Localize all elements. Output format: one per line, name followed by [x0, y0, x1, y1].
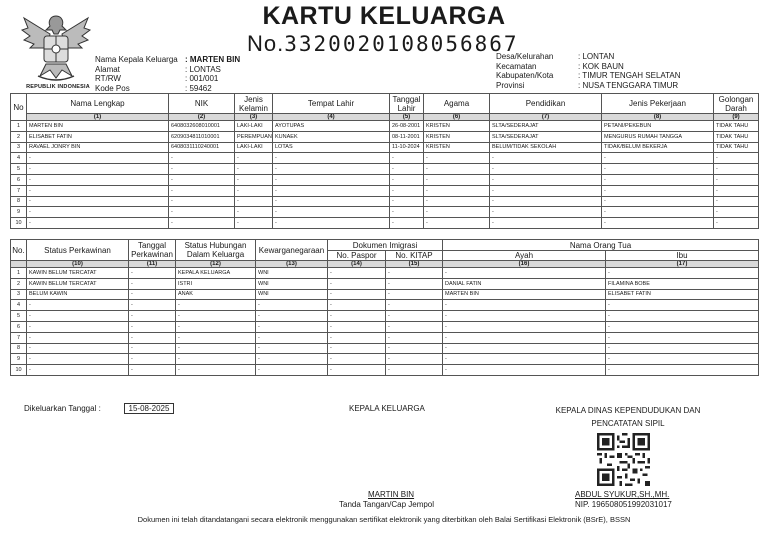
table-cell: - [443, 354, 606, 365]
table-cell: - [606, 311, 759, 322]
table-cell: - [129, 289, 176, 300]
emblem-caption: REPUBLIK INDONESIA [26, 84, 90, 90]
table-cell: TIDAK/BELUM BEKERJA [602, 142, 714, 153]
district-row [496, 62, 681, 72]
table-cell: 5 [11, 164, 27, 175]
column-group-header: Nama Orang Tua [443, 240, 759, 251]
table-cell: - [273, 164, 390, 175]
official-name: ABDUL SYUKUR,SH.,MH. [575, 490, 670, 499]
table-cell: - [235, 218, 273, 229]
table-cell: KEPALA KELUARGA [176, 268, 256, 279]
qr-code-icon [597, 433, 650, 486]
table-cell: - [606, 300, 759, 311]
regency-row [496, 71, 681, 81]
family-identity-right [496, 52, 681, 90]
field-label: Desa/Kelurahan [496, 52, 554, 61]
table-cell: 4 [11, 300, 27, 311]
table-cell: - [169, 164, 235, 175]
table-cell: - [714, 185, 759, 196]
column-number: (10) [27, 261, 129, 268]
department-head-title: KEPALA DINAS KEPENDUDUKAN DAN PENCATATAN SIPIL [555, 406, 701, 428]
table-cell: 11-10-2024 [390, 142, 424, 153]
table-cell: - [27, 207, 169, 218]
table-cell: - [235, 153, 273, 164]
table-cell: - [27, 185, 169, 196]
column-number: (12) [176, 261, 256, 268]
table-cell: - [27, 300, 129, 311]
table-cell: - [328, 311, 386, 322]
column-number: (9) [714, 114, 759, 121]
table-cell: - [443, 332, 606, 343]
table-cell: - [386, 332, 443, 343]
table-cell: - [256, 321, 328, 332]
table-cell: - [390, 164, 424, 175]
column-number: (7) [490, 114, 602, 121]
table-cell: - [169, 153, 235, 164]
table-cell: WNI [256, 289, 328, 300]
field-label: RT/RW [95, 74, 121, 83]
column-header: Agama [424, 94, 490, 114]
table-cell: - [386, 365, 443, 376]
table-cell: - [714, 218, 759, 229]
field-value: : LONTAS [185, 64, 221, 74]
table-cell: - [386, 289, 443, 300]
table-cell: 8 [11, 196, 27, 207]
column-number-row [11, 261, 759, 268]
table-cell: - [169, 174, 235, 185]
table-cell: - [129, 332, 176, 343]
table-cell: - [606, 268, 759, 279]
table-cell: 6 [11, 321, 27, 332]
table-cell: - [714, 196, 759, 207]
issued-date-label: Dikeluarkan Tanggal : [24, 404, 101, 413]
table-cell: TIDAK TAHU [714, 121, 759, 132]
column-header: No. Paspor [328, 251, 386, 261]
address-row [95, 65, 240, 75]
column-header: Status Hubungan Dalam Keluarga [176, 240, 256, 261]
column-number: (13) [256, 261, 328, 268]
table-cell: - [27, 343, 129, 354]
column-number: (3) [235, 114, 273, 121]
table-cell: 10 [11, 365, 27, 376]
table-cell: - [273, 196, 390, 207]
document-number [247, 31, 519, 57]
table-cell: - [602, 174, 714, 185]
table-cell: - [27, 354, 129, 365]
issued-date-value: 15-08-2025 [124, 403, 174, 414]
column-number: (15) [386, 261, 443, 268]
table-cell: - [129, 365, 176, 376]
table-row [11, 300, 759, 311]
table-cell: - [328, 278, 386, 289]
column-number: (16) [443, 261, 606, 268]
table-cell: - [424, 153, 490, 164]
table-cell: - [390, 196, 424, 207]
table-cell: - [390, 153, 424, 164]
table-row [11, 218, 759, 229]
column-number-row [11, 114, 759, 121]
field-label: Kabupaten/Kota [496, 71, 554, 80]
table-cell: AYOTUPAS [273, 121, 390, 132]
table-cell: - [424, 218, 490, 229]
table-cell: - [714, 207, 759, 218]
column-group-header: Dokumen Imigrasi [328, 240, 443, 251]
column-header: NIK [169, 94, 235, 114]
column-number: (6) [424, 114, 490, 121]
table-header-row [11, 240, 759, 251]
table-cell: - [27, 321, 129, 332]
field-value: : MARTEN BIN [185, 55, 241, 64]
column-header: Jenis Kelamin [235, 94, 273, 114]
field-label: Kode Pos [95, 83, 130, 93]
table-cell: - [602, 185, 714, 196]
table-cell: - [129, 321, 176, 332]
table-cell: 26-08-2001 [390, 121, 424, 132]
family-status-table [10, 239, 759, 376]
table-cell: LAKI-LAKI [235, 142, 273, 153]
table-cell: - [27, 196, 169, 207]
column-header: No. [11, 240, 27, 261]
table-cell: - [714, 174, 759, 185]
column-header: Status Perkawinan [27, 240, 129, 261]
table-cell: DANIAL FATIN [443, 278, 606, 289]
table-cell: - [256, 343, 328, 354]
column-header: Ayah [443, 251, 606, 261]
table-cell: WNI [256, 268, 328, 279]
table-row [11, 332, 759, 343]
table-cell: 7 [11, 332, 27, 343]
table-cell: - [443, 311, 606, 322]
column-header: Tanggal Lahir [390, 94, 424, 114]
table-cell: KRISTEN [424, 121, 490, 132]
column-number: (4) [273, 114, 390, 121]
table-cell: - [714, 164, 759, 175]
table-cell: 08-11-2001 [390, 131, 424, 142]
table-cell: - [176, 300, 256, 311]
table-cell: - [273, 218, 390, 229]
table-cell: - [328, 332, 386, 343]
table-cell: - [386, 343, 443, 354]
field-label: Nama Kepala Keluarga [95, 55, 178, 64]
table-cell: BELUM/TIDAK SEKOLAH [490, 142, 602, 153]
head-of-family-name: MARTIN BIN [368, 490, 415, 499]
field-value: : TIMUR TENGAH SELATAN [578, 71, 681, 80]
table-cell: 5 [11, 311, 27, 322]
postal-code-row [95, 84, 240, 94]
table-row [11, 121, 759, 132]
table-cell: - [490, 207, 602, 218]
village-row [496, 52, 681, 62]
table-cell: PEREMPUAN [235, 131, 273, 142]
table-cell: - [176, 321, 256, 332]
field-label: Kecamatan [496, 61, 537, 71]
table-cell: - [386, 268, 443, 279]
signature-caption: Tanda Tangan/Cap Jempol [339, 500, 435, 509]
table-cell: - [443, 321, 606, 332]
table-row [11, 131, 759, 142]
table-cell: MARTEN BIN [27, 121, 169, 132]
table-row [11, 196, 759, 207]
table-row [11, 142, 759, 153]
table-cell: - [235, 185, 273, 196]
column-number: (17) [606, 261, 759, 268]
table-cell: ELISABET FATIN [27, 131, 169, 142]
table-cell: LAKI-LAKI [235, 121, 273, 132]
table-cell: SLTA/SEDERAJAT [490, 121, 602, 132]
table-cell: - [27, 153, 169, 164]
table-cell: - [602, 164, 714, 175]
table-cell: MENGURUS RUMAH TANGGA [602, 131, 714, 142]
table-cell: - [235, 174, 273, 185]
table-cell: - [129, 268, 176, 279]
column-number: (11) [129, 261, 176, 268]
table-cell: - [273, 174, 390, 185]
table-cell: LOTAS [273, 142, 390, 153]
table-cell: - [169, 218, 235, 229]
column-header: Golongan Darah [714, 94, 759, 114]
table-row [11, 174, 759, 185]
table-cell: - [390, 174, 424, 185]
table-cell: 1 [11, 121, 27, 132]
column-header: No [11, 94, 27, 121]
table-cell: 3 [11, 289, 27, 300]
table-header-row [11, 94, 759, 114]
table-cell: - [443, 300, 606, 311]
column-number [11, 261, 27, 268]
table-cell: - [256, 332, 328, 343]
electronic-signature-note: Dokumen ini telah ditandatangani secara elektronik menggunakan sertifikat elektronik yang diterbitkan oleh Balai Sertifikasi Elektronik (BSrE), BSSN [137, 515, 631, 524]
table-cell: - [235, 207, 273, 218]
column-header: Jenis Pekerjaan [602, 94, 714, 114]
table-cell: MARTEN BIN [443, 289, 606, 300]
table-cell: - [424, 196, 490, 207]
table-cell: - [256, 311, 328, 322]
column-header: Kewarganegaraan [256, 240, 328, 261]
table-cell: 7 [11, 185, 27, 196]
table-cell: 8 [11, 343, 27, 354]
rt-rw-row [95, 74, 240, 84]
table-row [11, 268, 759, 279]
field-value: : LONTAN [578, 52, 615, 61]
table-cell: - [273, 153, 390, 164]
table-cell: - [328, 300, 386, 311]
table-cell: - [27, 332, 129, 343]
table-row [11, 321, 759, 332]
head-of-family-row [95, 55, 240, 65]
table-cell: 6209034811010001 [169, 131, 235, 142]
table-cell: - [386, 300, 443, 311]
table-cell: - [602, 218, 714, 229]
table-cell: 2 [11, 131, 27, 142]
table-cell: - [328, 289, 386, 300]
table-cell: RAVAEL JONRY BIN [27, 142, 169, 153]
table-cell: - [390, 207, 424, 218]
table-cell: 6408032608010001 [169, 121, 235, 132]
field-value: : 001/001 [185, 74, 219, 83]
column-number: (2) [169, 114, 235, 121]
table-cell: - [176, 343, 256, 354]
column-header: Tanggal Perkawinan [129, 240, 176, 261]
table-cell: - [606, 321, 759, 332]
table-cell: - [386, 354, 443, 365]
official-nip: NIP. 196508051992031017 [575, 500, 672, 509]
table-cell: - [490, 185, 602, 196]
table-row [11, 365, 759, 376]
column-header: Nama Lengkap [27, 94, 169, 114]
table-cell: BELUM KAWIN [27, 289, 129, 300]
table-row [11, 164, 759, 175]
table-cell: - [328, 354, 386, 365]
table-cell: - [386, 311, 443, 322]
column-header: Tempat Lahir [273, 94, 390, 114]
table-cell: KAWIN BELUM TERCATAT [27, 268, 129, 279]
table-cell: - [424, 164, 490, 175]
column-header: No. KITAP [386, 251, 443, 261]
table-cell: - [606, 332, 759, 343]
table-cell: - [256, 300, 328, 311]
table-cell: - [602, 207, 714, 218]
table-row [11, 311, 759, 322]
table-cell: - [386, 321, 443, 332]
column-number: (8) [602, 114, 714, 121]
province-row [496, 81, 681, 91]
table-cell: - [490, 164, 602, 175]
table-cell: 9 [11, 354, 27, 365]
field-value: : 59462 [185, 83, 212, 93]
table-cell: KRISTEN [424, 131, 490, 142]
table-cell: ELISABET FATIN [606, 289, 759, 300]
table-cell: 10 [11, 218, 27, 229]
table-cell: - [27, 164, 169, 175]
table-cell: - [490, 196, 602, 207]
table-cell: - [606, 354, 759, 365]
table-cell: - [169, 196, 235, 207]
table-cell: - [256, 354, 328, 365]
table-cell: - [27, 218, 169, 229]
table-cell: KUNAEK [273, 131, 390, 142]
table-cell: PETANI/PEKEBUN [602, 121, 714, 132]
table-cell: - [424, 185, 490, 196]
table-row [11, 207, 759, 218]
table-cell: - [169, 207, 235, 218]
table-cell: 6 [11, 174, 27, 185]
table-cell: - [328, 343, 386, 354]
table-cell: - [602, 153, 714, 164]
document-number-value: 3320020108056867 [284, 32, 519, 56]
table-row [11, 289, 759, 300]
table-cell: WNI [256, 278, 328, 289]
table-cell: 9 [11, 207, 27, 218]
document-number-label: No. [247, 31, 285, 56]
field-label: Provinsi [496, 80, 525, 90]
table-cell: - [490, 174, 602, 185]
table-cell: TIDAK TAHU [714, 142, 759, 153]
table-cell: - [129, 354, 176, 365]
table-cell: SLTA/SEDERAJAT [490, 131, 602, 142]
table-row [11, 278, 759, 289]
table-cell: - [235, 196, 273, 207]
table-cell: - [443, 268, 606, 279]
table-cell: - [176, 311, 256, 322]
field-value: : KOK BAUN [578, 61, 624, 71]
column-number: (14) [328, 261, 386, 268]
column-header: Pendidikan [490, 94, 602, 114]
table-row [11, 343, 759, 354]
table-cell: - [176, 365, 256, 376]
table-cell: - [714, 153, 759, 164]
table-cell: KAWIN BELUM TERCATAT [27, 278, 129, 289]
table-row [11, 153, 759, 164]
table-cell: - [443, 365, 606, 376]
field-label: Alamat [95, 64, 120, 74]
table-cell: - [27, 174, 169, 185]
table-cell: 4 [11, 153, 27, 164]
table-cell: - [176, 332, 256, 343]
head-of-family-title: KEPALA KELUARGA [349, 404, 425, 413]
table-cell: - [129, 300, 176, 311]
table-cell: TIDAK TAHU [714, 131, 759, 142]
table-cell: - [235, 164, 273, 175]
column-number: (5) [390, 114, 424, 121]
table-cell: 2 [11, 278, 27, 289]
table-cell: - [129, 343, 176, 354]
document-title: KARTU KELUARGA [262, 2, 506, 30]
table-cell: KRISTEN [424, 142, 490, 153]
table-cell: - [129, 278, 176, 289]
table-cell: - [256, 365, 328, 376]
table-row [11, 354, 759, 365]
table-cell: - [129, 311, 176, 322]
column-header: Ibu [606, 251, 759, 261]
table-cell: - [490, 153, 602, 164]
table-cell: 1 [11, 268, 27, 279]
table-cell: - [443, 343, 606, 354]
table-cell: - [386, 278, 443, 289]
column-number: (1) [27, 114, 169, 121]
table-cell: ANAK [176, 289, 256, 300]
table-cell: FILAMINA BOBE [606, 278, 759, 289]
table-cell: - [606, 343, 759, 354]
table-cell: 3 [11, 142, 27, 153]
table-cell: - [390, 218, 424, 229]
table-cell: ISTRI [176, 278, 256, 289]
table-cell: - [169, 185, 235, 196]
table-cell: - [424, 174, 490, 185]
table-cell: - [27, 365, 129, 376]
table-cell: - [328, 321, 386, 332]
table-cell: - [273, 185, 390, 196]
table-cell: - [273, 207, 390, 218]
table-cell: - [328, 268, 386, 279]
table-cell: - [27, 311, 129, 322]
table-cell: - [602, 196, 714, 207]
table-cell: - [176, 354, 256, 365]
table-cell: - [424, 207, 490, 218]
table-cell: - [490, 218, 602, 229]
table-cell: - [390, 185, 424, 196]
table-cell: - [328, 365, 386, 376]
field-value: : NUSA TENGGARA TIMUR [578, 80, 679, 90]
table-cell: 6408031110240001 [169, 142, 235, 153]
table-cell: - [606, 365, 759, 376]
family-identity-left [95, 55, 240, 93]
table-row [11, 185, 759, 196]
family-members-table [10, 93, 759, 229]
